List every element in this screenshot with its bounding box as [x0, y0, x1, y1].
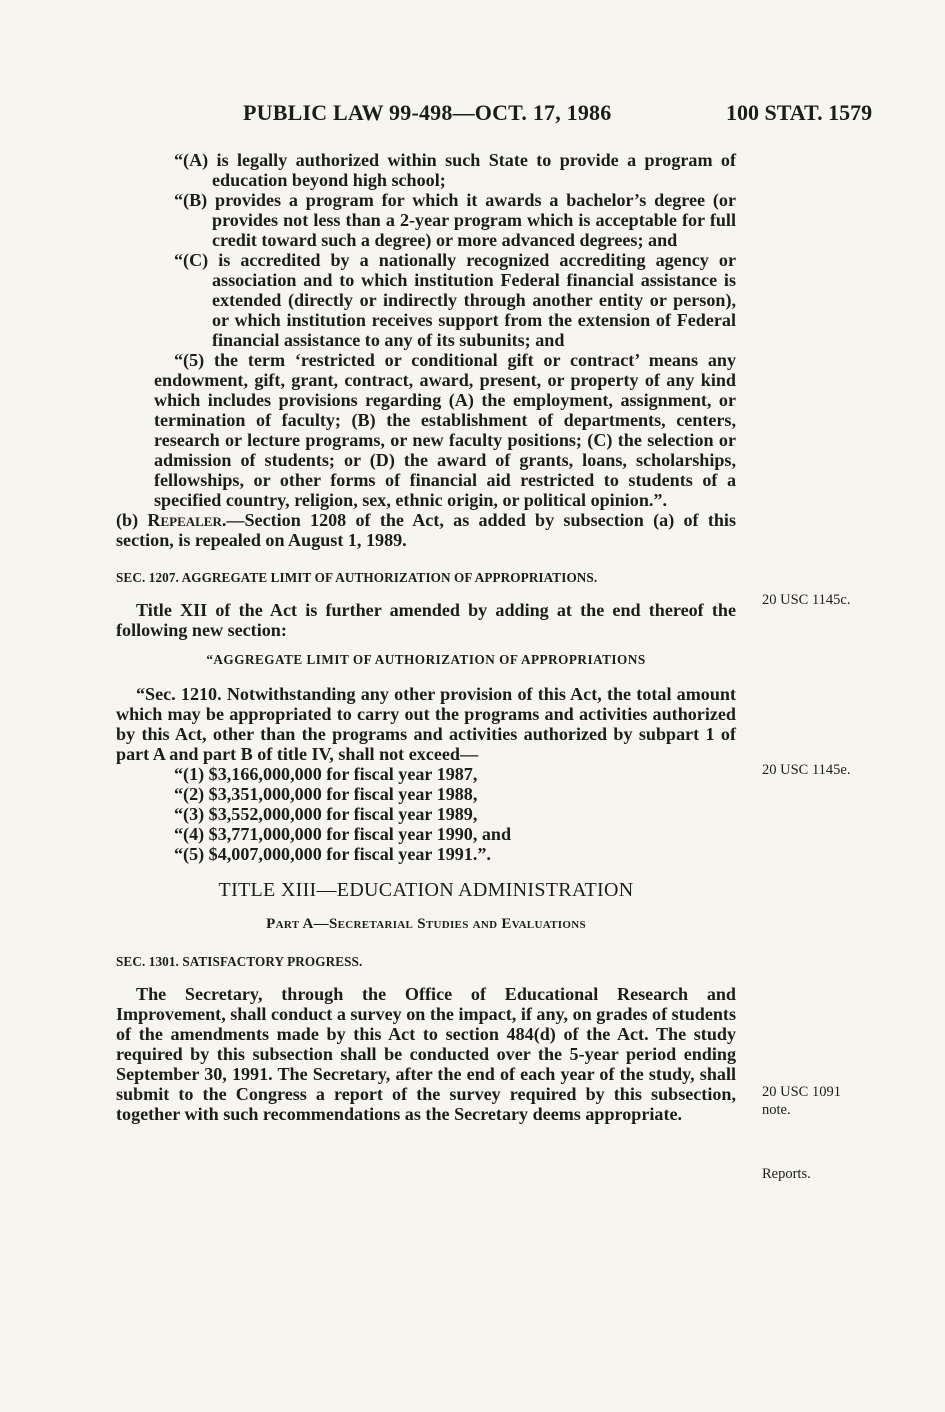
- section-1207-intro: Title XII of the Act is further amended by adding at the end thereof the following new section:: [116, 600, 736, 640]
- margin-note-1091: 20 USC 1091 note.: [762, 1084, 841, 1118]
- section-1207-heading: SEC. 1207. AGGREGATE LIMIT OF AUTHORIZATION OF APPROPRIATIONS.: [116, 570, 598, 585]
- appropriation-item-1: “(1) $3,166,000,000 for fiscal year 1987,: [174, 764, 478, 784]
- appropriation-item-3: “(3) $3,552,000,000 for fiscal year 1989,: [174, 804, 478, 824]
- margin-note-1145c: 20 USC 1145c.: [762, 592, 851, 608]
- appropriation-item-2: “(2) $3,351,000,000 for fiscal year 1988,: [174, 784, 478, 804]
- statute-page-number: 100 STAT. 1579: [726, 100, 873, 125]
- section-1301-text: The Secretary, through the Office of Educational Research and Improvement, shall conduct a survey on the impact, if any, on grades of students of the amendments made by this Act to section 484(d) of the Act. The study required by this subsection shall be conducted over the 5-year period ending September 30, 1991. The Secretary, after the end of each year of the study, shall submit to the Congress a report of the survey required by this subsection, together with such recommendations as the Secretary deems appropriate.: [116, 984, 736, 1124]
- clause-b: “(B) provides a program for which it awards a bachelor’s degree (or provides not less than a 2-year program which is acceptable for full credit toward such a degree) or more advanced degrees; and: [174, 190, 736, 250]
- title-xiii-heading: TITLE XIII—EDUCATION ADMINISTRATION: [218, 879, 634, 901]
- margin-note-1145e: 20 USC 1145e.: [762, 762, 851, 778]
- repealer-prefix: (b): [116, 510, 148, 530]
- repealer-text: .—Section 1208 of the Act, as added by subsection (a) of this section, is repealed on August 1, 1989.: [116, 510, 736, 550]
- appropriation-item-4: “(4) $3,771,000,000 for fiscal year 1990, and: [174, 824, 512, 844]
- law-text-body: [116, 150, 736, 1124]
- section-1210-text: “Sec. 1210. Notwithstanding any other provision of this Act, the total amount which may be appropriated to carry out the programs and activities authorized by this Act, other than the programs and activities authorized by subpart 1 of part A and part B of title IV, shall not exceed—: [116, 684, 736, 764]
- repealer-label: Repealer: [147, 510, 222, 530]
- appropriation-item-5: “(5) $4,007,000,000 for fiscal year 1991.”.: [174, 844, 491, 864]
- repealer-paragraph: [116, 510, 736, 550]
- aggregate-limit-heading: “AGGREGATE LIMIT OF AUTHORIZATION OF APPROPRIATIONS: [206, 652, 646, 667]
- definition-5: “(5) the term ‘restricted or conditional gift or contract’ means any endowment, gift, grant, contract, award, present, or property of any kind which includes provisions regarding (A) the employment, assignment, or termination of faculty; (B) the establishment of departments, centers, research or lecture programs, or new faculty positions; (C) the selection or admission of students; or (D) the award of grants, loans, scholarships, fellowships, or other forms of financial aid restricted to students of a specified country, religion, sex, ethnic origin, or political opinion.”.: [154, 350, 736, 510]
- margin-note-reports: Reports.: [762, 1166, 811, 1182]
- section-1301-heading: SEC. 1301. SATISFACTORY PROGRESS.: [116, 954, 363, 969]
- clause-a: “(A) is legally authorized within such State to provide a program of education beyond high school;: [174, 150, 736, 190]
- part-a-heading: Part A—Secretarial Studies and Evaluations: [266, 916, 586, 932]
- clause-c: “(C) is accredited by a nationally recognized accrediting agency or association and to which institution Federal financial assistance is extended (directly or indirectly through another entity or person), or which institution receives support from the extension of Federal financial assistance to any of its subunits; and: [174, 250, 736, 350]
- running-header-title: PUBLIC LAW 99-498—OCT. 17, 1986: [243, 100, 612, 125]
